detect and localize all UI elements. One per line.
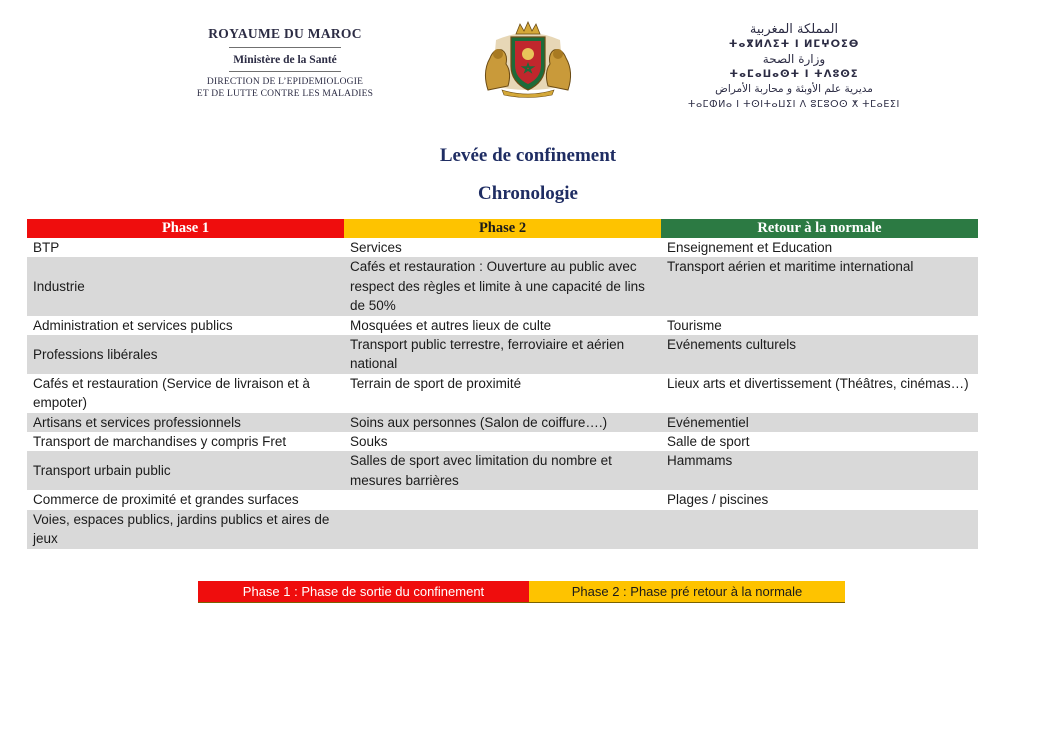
cell-phase-2: Soins aux personnes (Salon de coiffure….) [344,413,661,432]
cell-phase-2: Cafés et restauration : Ouverture au public avec respect des règles et limite à une capacité de lins de 50% [344,257,661,315]
cell-return-to-normal: Salle de sport [661,432,978,451]
letterhead-right [663,22,925,112]
table-row [27,451,978,490]
direction-line-2: ET DE LUTTE CONTRE LES MALADIES [196,89,374,99]
cell-return-to-normal: Transport aérien et maritime international [661,257,978,315]
table-row [27,432,978,451]
cell-phase-1: Transport de marchandises y compris Fret [27,432,344,451]
moroccan-coat-of-arms-icon [478,20,578,98]
direction-line-1: DIRECTION DE L’EPIDEMIOLOGIE [206,77,364,87]
cell-phase-1: Professions libérales [27,335,344,374]
document-subtitle: Chronologie [478,183,578,204]
ministry-name-tifinagh: ⵜⴰⵎⴰⵡⴰⵙⵜ ⵏ ⵜⴷⵓⵙⵉ [729,69,859,80]
ministry-name-arabic: وزارة الصحة [762,52,826,66]
cell-return-to-normal: Tourisme [661,316,978,335]
cell-return-to-normal: Plages / piscines [661,490,978,509]
cell-return-to-normal: Evénements culturels [661,335,978,374]
cell-phase-2: Transport public terrestre, ferroviaire et aérien national [344,335,661,374]
direction-arabic: مديرية علم الأوبئة و محاربة الأمراض [715,83,873,95]
cell-phase-1: Artisans et services professionnels [27,413,344,432]
table-row [27,510,978,549]
cell-phase-1: Cafés et restauration (Service de livraison et à empoter) [27,374,344,413]
letterhead-left [140,26,430,100]
kingdom-name: ROYAUME DU MAROC [208,26,362,41]
table-row [27,374,978,413]
cell-phase-2: Souks [344,432,661,451]
header-phase-1: Phase 1 [27,219,344,238]
divider [229,71,341,72]
cell-phase-1: Commerce de proximité et grandes surfaces [27,490,344,509]
ministry-name: Ministère de la Santé [233,54,337,66]
cell-phase-2: Services [344,238,661,257]
table-row [27,490,978,509]
cell-phase-2: Mosquées et autres lieux de culte [344,316,661,335]
cell-return-to-normal: Lieux arts et divertissement (Théâtres, cinémas…) [661,374,978,413]
table-row [27,257,978,315]
phase-legend [198,581,845,603]
cell-return-to-normal: Enseignement et Education [661,238,978,257]
table-row [27,335,978,374]
kingdom-name-arabic: المملكة المغربية [749,22,839,37]
legend-phase-1: Phase 1 : Phase de sortie du confinement [198,581,529,602]
divider [229,47,341,48]
legend-phase-2: Phase 2 : Phase pré retour à la normale [529,581,845,602]
chronology-table [27,219,978,549]
header-return-to-normal: Retour à la normale [661,219,978,238]
cell-phase-2 [344,510,661,549]
document-title: Levée de confinement [439,145,617,166]
cell-phase-1: Industrie [27,257,344,315]
cell-return-to-normal: Hammams [661,451,978,490]
kingdom-name-tifinagh: ⵜⴰⴳⵍⴷⵉⵜ ⵏ ⵍⵎⵖⵔⵉⴱ [728,39,860,50]
cell-phase-2 [344,490,661,509]
cell-return-to-normal [661,510,978,549]
cell-phase-1: Transport urbain public [27,451,344,490]
table-row [27,316,978,335]
cell-phase-1: BTP [27,238,344,257]
cell-phase-1: Voies, espaces publics, jardins publics et aires de jeux [27,510,344,549]
cell-phase-1: Administration et services publics [27,316,344,335]
table-row [27,413,978,432]
table-row [27,238,978,257]
header-phase-2: Phase 2 [344,219,661,238]
direction-tifinagh: ⵜⴰⵎⵀⵍⴰ ⵏ ⵜⵙⵏⵜⴰⵡⵉⵏ ⴷ ⵓⵎⵓⵔⵙ ⵅ ⵜⵎⴰⴹⵉⵏ [688,99,900,110]
cell-phase-2: Terrain de sport de proximité [344,374,661,413]
table-header-row [27,219,978,238]
cell-phase-2: Salles de sport avec limitation du nombre et mesures barrières [344,451,661,490]
cell-return-to-normal: Evénementiel [661,413,978,432]
